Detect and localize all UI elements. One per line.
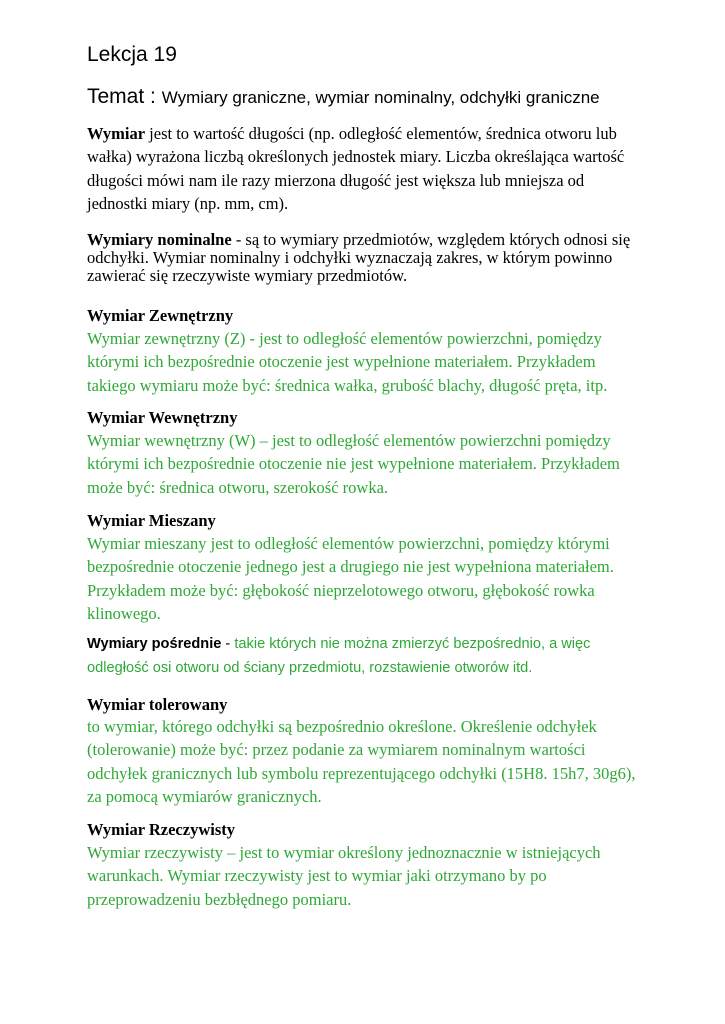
section-line: odchyłek granicznych lub symbolu reprezentującego odchyłki (15H8. 15h7, 30g6), <box>87 763 636 783</box>
topic-text: Wymiary graniczne, wymiar nominalny, odchyłki graniczne <box>161 88 600 107</box>
section-line: to wymiar, którego odchyłki są bezpośrednio określone. Określenie odchyłek <box>87 717 597 736</box>
definition-dash: - <box>221 636 235 652</box>
definition-line: jednostki miary (np. mm, cm). <box>87 193 289 213</box>
section-line: Wymiar rzeczywisty – jest to wymiar określony jednoznacznie w istniejących <box>87 843 601 862</box>
section-toleranced <box>87 715 667 808</box>
section-line: klinowego. <box>87 603 161 623</box>
section-line: przeprowadzeniu bezbłędnego pomiaru. <box>87 889 352 909</box>
definition-line: wałka) wyrażona liczbą określonych jednostek miary. Liczba określająca wartość <box>87 147 625 167</box>
topic-label: Temat : <box>87 85 156 108</box>
section-mixed <box>87 532 667 625</box>
term-dimension: Wymiar <box>87 124 146 143</box>
definition-dimension <box>87 122 667 215</box>
definition-line: odległość osi otworu od ściany przedmiotu, rozstawienie otworów itd. <box>87 659 533 676</box>
section-internal <box>87 429 667 499</box>
section-line: którymi ich bezpośrednie otoczenie nie jest wypełnione materiałem. Przykładem <box>87 454 620 474</box>
definition-line: - są to wymiary przedmiotów, względem których odnosi się <box>231 230 631 249</box>
section-line: którymi ich bezpośrednie otoczenie jest wypełnione materiałem. Przykładem <box>87 352 596 372</box>
section-line: Przykładem może być: głębokość nieprzelotowego otworu, głębokość rowka <box>87 580 595 600</box>
section-line: Wymiar wewnętrzny (W) – jest to odległość elementów powierzchni pomiędzy <box>87 431 611 450</box>
section-line: (tolerowanie) może być: przez podanie za wymiarem nominalnym wartości <box>87 740 586 760</box>
definition-indirect <box>87 633 667 680</box>
definition-line: zawierać się rzeczywiste wymiary przedmiotów. <box>87 266 408 286</box>
section-actual <box>87 841 667 911</box>
section-line: Wymiar zewnętrzny (Z) - jest to odległość elementów powierzchni, pomiędzy <box>87 329 602 348</box>
section-line: za pomocą wymiarów granicznych. <box>87 786 322 806</box>
heading-mixed: Wymiar Mieszany <box>87 511 216 530</box>
definition-line: długości mówi nam ile razy mierzona długość jest większa lub mniejsza od <box>87 170 585 190</box>
heading-internal: Wymiar Wewnętrzny <box>87 408 238 427</box>
lesson-title: Lekcja 19 <box>87 43 177 66</box>
section-line: warunkach. Wymiar rzeczywisty jest to wymiar jaki otrzymano by po <box>87 866 547 886</box>
definition-nominal <box>87 231 667 286</box>
definition-line: jest to wartość długości (np. odległość elementów, średnica otworu lub <box>145 124 617 143</box>
topic-heading <box>87 84 667 111</box>
section-line: takiego wymiaru może być: średnica wałka, grubość blachy, długość pręta, itp. <box>87 375 608 395</box>
definition-line: takie których nie można zmierzyć bezpośrednio, a więc <box>234 636 591 652</box>
term-indirect: Wymiary pośrednie <box>87 636 222 652</box>
definition-line: odchyłki. Wymiar nominalny i odchyłki wyznaczają zakres, w którym powinno <box>87 248 613 268</box>
term-nominal: Wymiary nominalne <box>87 230 232 249</box>
heading-toleranced: Wymiar tolerowany <box>87 695 228 714</box>
section-line: Wymiar mieszany jest to odległość elementów powierzchni, pomiędzy którymi <box>87 534 610 553</box>
section-line: bezpośrednie otoczenie jednego jest a drugiego nie jest wypełniona materiałem. <box>87 557 614 577</box>
section-line: może być: średnica otworu, szerokość rowka. <box>87 477 389 497</box>
heading-external: Wymiar Zewnętrzny <box>87 306 234 325</box>
section-external <box>87 327 667 397</box>
heading-actual: Wymiar Rzeczywisty <box>87 820 235 839</box>
